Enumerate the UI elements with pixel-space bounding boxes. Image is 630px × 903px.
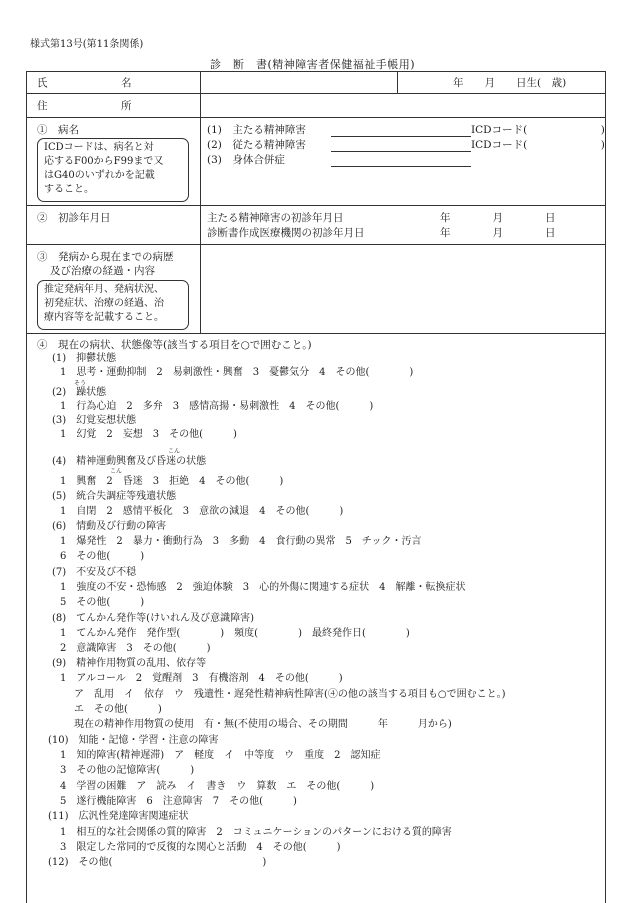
- sec4-option-line: 6 その他( ): [60, 551, 145, 562]
- sec4-subheading: (4) 精神運動興奮及び昏迷の状態: [52, 456, 207, 467]
- page-title: 診 断 書(精神障害者保健福祉手帳用): [210, 58, 416, 71]
- sec4-subheading: (10) 知能・記憶・学習・注意の障害: [48, 735, 219, 746]
- secondary-disorder-field[interactable]: [331, 138, 471, 152]
- sec4-subheading: (8) てんかん発作等(けいれん及び意識障害): [52, 613, 254, 624]
- sec1-heading: ① 病名: [37, 124, 79, 136]
- sec2-row-date: 年 月 日: [440, 227, 556, 239]
- birth-date-label: 年 月 日生( 歳): [453, 77, 567, 89]
- sec4-option-line: エ その他( ): [74, 704, 162, 715]
- sec4-subheading: (2) 躁状態: [52, 387, 107, 398]
- sec1-note-line: ICDコードは、病名と対: [44, 142, 154, 153]
- sec4-option-line: 2 意識障害 3 その他( ): [60, 643, 211, 654]
- sec4-option-line: ア 乱用 イ 依存 ウ 残遺性・遅発性精神病性障害(④の他の該当する項目も○で囲むこと。): [74, 689, 506, 700]
- sec1-note-line: 応するF00からF99まで又: [44, 156, 164, 167]
- sec3-note-line: 推定発病年月、発病状況、: [44, 284, 164, 295]
- sec4-option-line: 1 強度の不安・恐怖感 2 強迫体験 3 心的外傷に関連する症状 4 解離・転換症状: [60, 582, 466, 593]
- sec2-row-date: 年 月 日: [440, 212, 556, 224]
- sec4-subheading: (6) 情動及び行動の障害: [52, 521, 167, 532]
- sec4-option-line: 3 その他の記憶障害( ): [60, 765, 195, 776]
- ruby-sou: そう: [74, 380, 87, 387]
- sec4-subheading: (9) 精神作用物質の乱用、依存等: [52, 658, 207, 669]
- sec1-row-physical-label: (3) 身体合併症: [207, 154, 285, 166]
- sec4-subheading: (3) 幻覚妄想状態: [52, 415, 137, 426]
- sec2-row-label: 診断書作成医療機関の初診年月日: [207, 227, 365, 239]
- name-label: 氏 名: [37, 77, 132, 89]
- address-label: 住 所: [37, 100, 132, 112]
- form-number: 様式第13号(第11条関係): [30, 39, 144, 50]
- main-disorder-field[interactable]: [331, 123, 471, 137]
- sec4-option-line: 現在の精神作用物質の使用 有・無(不使用の場合、その期間 年 月から): [74, 719, 452, 730]
- sec3-heading-line: 及び治療の経過・内容: [50, 265, 155, 277]
- ruby-kon: こん: [168, 448, 181, 455]
- sec4-option-line: 1 行為心迫 2 多弁 3 感情高揚・易刺激性 4 その他( ): [60, 401, 374, 412]
- sec4-subheading: (12) その他( ): [48, 857, 267, 868]
- sec4-heading: ④ 現在の病状、状態像等(該当する項目を○で囲むこと。): [37, 339, 312, 351]
- icd-code-secondary: ICDコード( ): [471, 139, 605, 151]
- sec4-subheading: (1) 抑鬱状態: [52, 353, 117, 364]
- sec4-option-line: 1 相互的な社会関係の質的障害 2 コミュニケーションのパターンにおける質的障害: [60, 827, 452, 838]
- sec1-row-secondary-label: (2) 従たる精神障害: [207, 139, 306, 151]
- sec4-subheading: (7) 不安及び不穏: [52, 567, 137, 578]
- sec4-option-line: 1 アルコール 2 覚醒剤 3 有機溶剤 4 その他( ): [60, 673, 343, 684]
- ruby-kon: こん: [110, 468, 123, 475]
- sec4-option-line: 1 てんかん発作 発作型( ) 頻度( ) 最終発作日( ): [60, 628, 410, 639]
- sec4-option-line: 5 その他( ): [60, 597, 145, 608]
- sec4-option-line: 1 興奮 2 昏迷 3 拒絶 4 その他( ): [60, 476, 284, 487]
- sec1-row-main-label: (1) 主たる精神障害: [207, 124, 306, 136]
- physical-complication-field[interactable]: [331, 153, 471, 167]
- sec1-note-line: はG40のいずれかを記載: [44, 170, 155, 181]
- sec4-option-line: 4 学習の困難 ア 読み イ 書き ウ 算数 エ その他( ): [60, 781, 375, 792]
- sec4-option-line: 5 遂行機能障害 6 注意障害 7 その他( ): [60, 796, 297, 807]
- sec4-option-line: 1 爆発性 2 暴力・衝動行為 3 多動 4 食行動の異常 5 チック・汚言: [60, 536, 422, 547]
- sec3-heading-line: ③ 発病から現在までの病歴: [37, 251, 174, 263]
- sec2-row-label: 主たる精神障害の初診年月日: [207, 212, 344, 224]
- sec4-option-line: 3 限定した常同的で反復的な関心と活動 4 その他( ): [60, 842, 341, 853]
- sec4-option-line: 1 幻覚 2 妄想 3 その他( ): [60, 429, 237, 440]
- sec4-option-line: 1 知的障害(精神遅滞) ア 軽度 イ 中等度 ウ 重度 2 認知症: [60, 750, 381, 761]
- icd-code-main: ICDコード( ): [471, 124, 605, 136]
- sec4-option-line: 1 自閉 2 感情平板化 3 意欲の減退 4 その他( ): [60, 506, 344, 517]
- sec2-heading: ② 初診年月日: [37, 212, 111, 224]
- sec4-subheading: (11) 広汎性発達障害関連症状: [48, 811, 189, 822]
- sec4-option-line: 1 思考・運動抑制 2 易刺激性・興奮 3 憂鬱気分 4 その他( ): [60, 367, 414, 378]
- sec1-note-line: すること。: [44, 184, 94, 195]
- sec4-subheading: (5) 統合失調症等残遺状態: [52, 491, 177, 502]
- sec3-note-line: 初発症状、治療の経過、治: [44, 298, 164, 309]
- sec3-note-line: 療内容等を記載すること。: [44, 312, 164, 323]
